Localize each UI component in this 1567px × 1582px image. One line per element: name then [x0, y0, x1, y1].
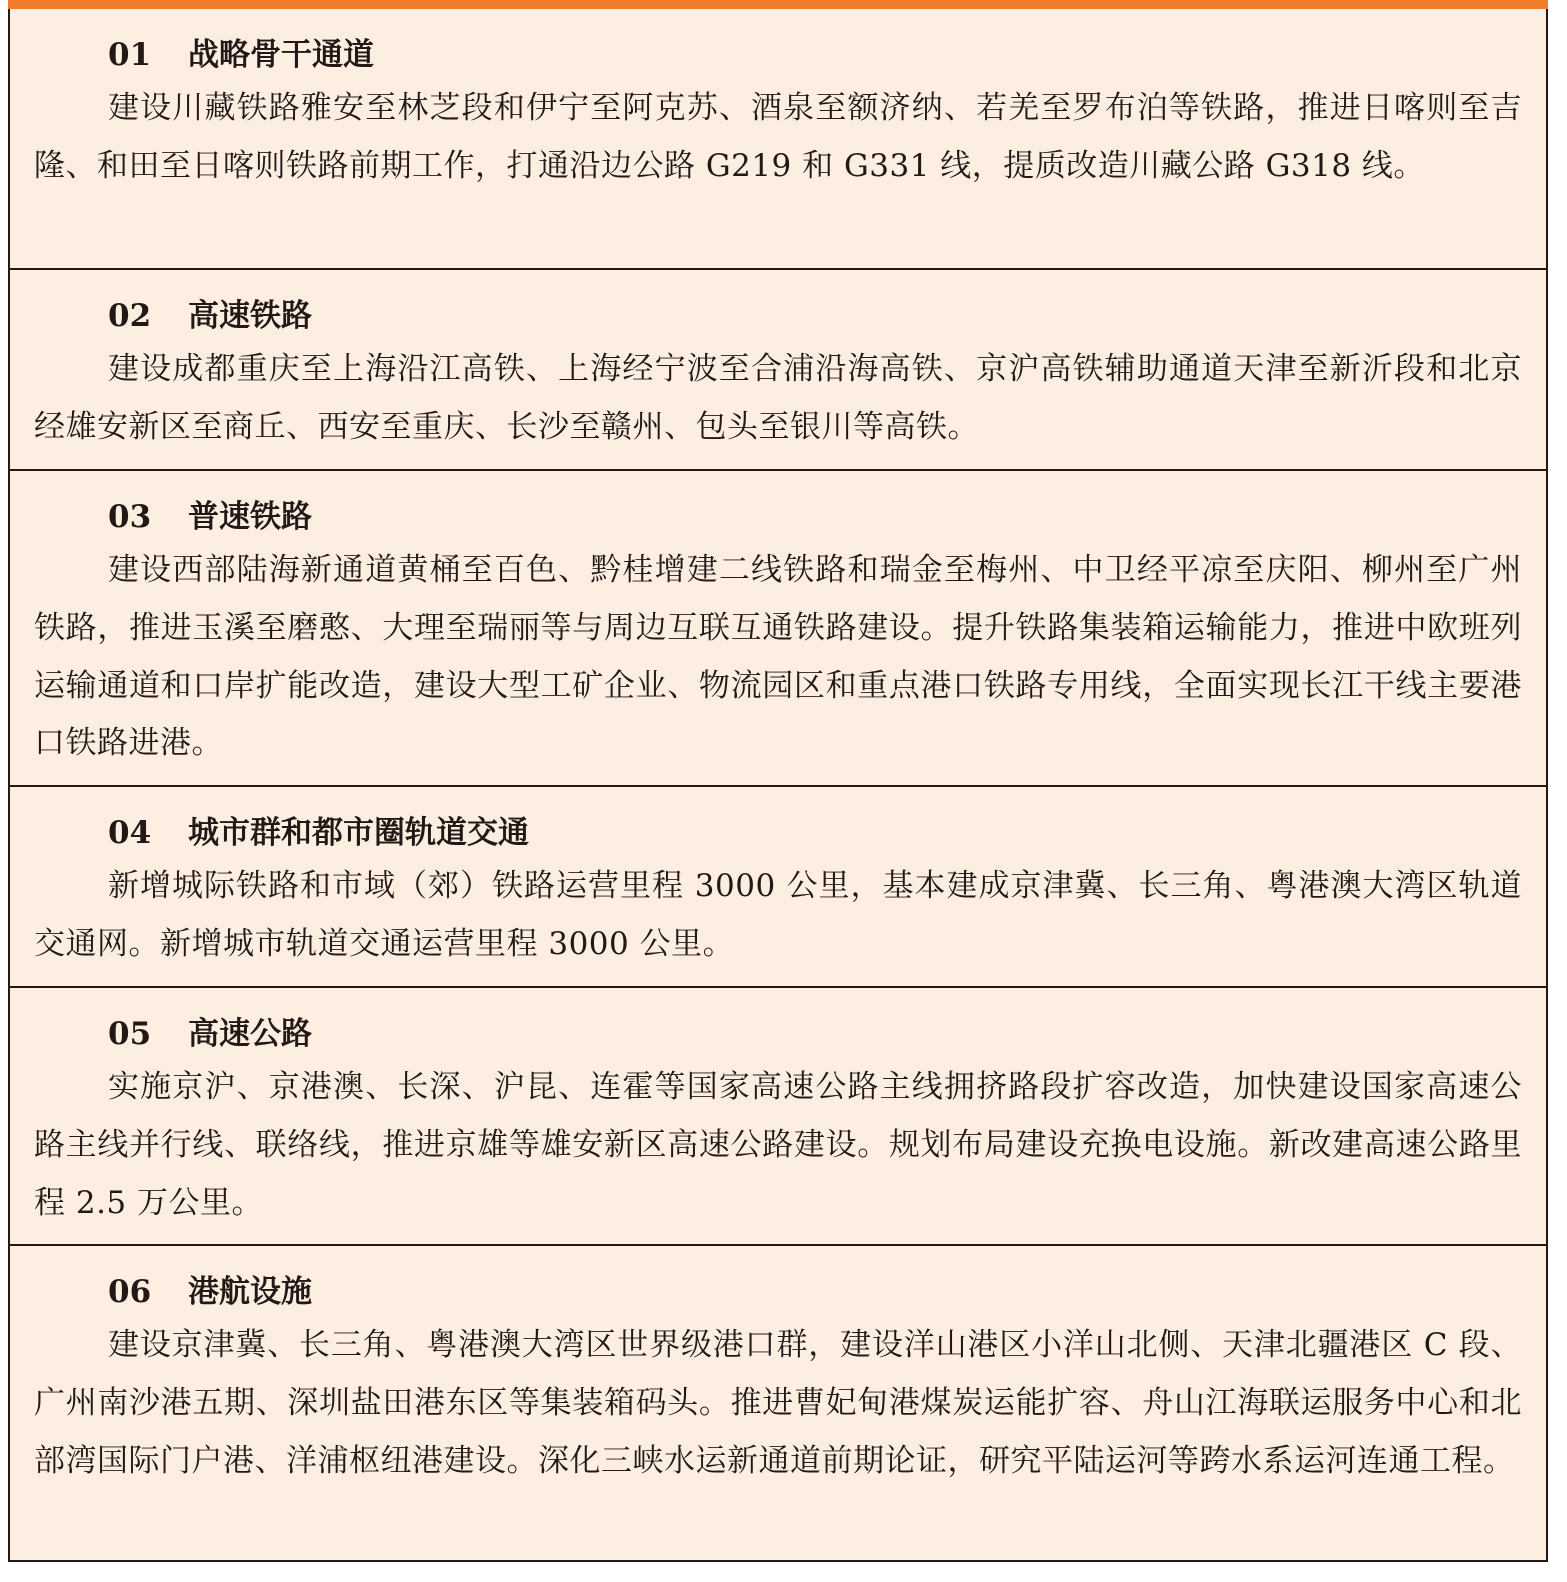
section-heading [34, 30, 1522, 80]
section-number: 05 [108, 1016, 152, 1052]
section-number: 06 [108, 1274, 152, 1310]
section-heading [34, 492, 1522, 542]
section-strategic-corridors [10, 9, 1546, 268]
section-heading [34, 808, 1522, 858]
section-body: 新增城际铁路和市域（郊）铁路运营里程 3000 公里，基本建成京津冀、长三角、粤港澳大湾区轨道交通网。新增城市轨道交通运营里程 3000 公里。 [34, 868, 1522, 962]
section-conventional-rail [10, 469, 1546, 785]
section-heading [34, 1267, 1522, 1317]
section-heading [34, 291, 1522, 341]
section-number: 03 [108, 499, 152, 535]
section-body: 实施京沪、京港澳、长深、沪昆、连霍等国家高速公路主线拥挤路段扩容改造，加快建设国家高速公路主线并行线、联络线，推进京雄等雄安新区高速公路建设。规划布局建设充换电设施。新改建高速公路里程 2.5 万公里。 [34, 1069, 1522, 1221]
section-body: 建设京津冀、长三角、粤港澳大湾区世界级港口群，建设洋山港区小洋山北侧、天津北疆港区 C 段、广州南沙港五期、深圳盐田港东区等集装箱码头。推进曹妃甸港煤炭运能扩容、舟山江海联运服务中心和北部湾国际门户港、洋浦枢纽港建设。深化三峡水运新通道前期论证，研究平陆运河等跨水系运河连通工程。 [34, 1327, 1522, 1479]
section-title: 高速铁路 [188, 298, 312, 334]
section-high-speed-rail [10, 268, 1546, 469]
section-title: 高速公路 [188, 1016, 312, 1052]
section-urban-rail-transit [10, 785, 1546, 986]
section-title: 战略骨干通道 [188, 37, 374, 73]
infrastructure-table [8, 9, 1548, 1562]
section-body: 建设成都重庆至上海沿江高铁、上海经宁波至合浦沿海高铁、京沪高铁辅助通道天津至新沂段和北京经雄安新区至商丘、西安至重庆、长沙至赣州、包头至银川等高铁。 [34, 351, 1522, 445]
top-accent-bar [8, 0, 1548, 9]
section-number: 01 [108, 37, 152, 73]
section-port-facilities [10, 1244, 1546, 1558]
section-number: 02 [108, 298, 152, 334]
section-expressways [10, 986, 1546, 1244]
section-heading [34, 1009, 1522, 1059]
section-title: 普速铁路 [188, 499, 312, 535]
section-title: 港航设施 [188, 1274, 312, 1310]
section-body: 建设川藏铁路雅安至林芝段和伊宁至阿克苏、酒泉至额济纳、若羌至罗布泊等铁路，推进日喀则至吉隆、和田至日喀则铁路前期工作，打通沿边公路 G219 和 G331 线，提质改造川藏公路 G318 线。 [34, 90, 1522, 184]
section-number: 04 [108, 815, 152, 851]
section-title: 城市群和都市圈轨道交通 [188, 815, 529, 851]
section-body: 建设西部陆海新通道黄桶至百色、黔桂增建二线铁路和瑞金至梅州、中卫经平凉至庆阳、柳州至广州铁路，推进玉溪至磨憨、大理至瑞丽等与周边互联互通铁路建设。提升铁路集装箱运输能力，推进中欧班列运输通道和口岸扩能改造，建设大型工矿企业、物流园区和重点港口铁路专用线，全面实现长江干线主要港口铁路进港。 [34, 552, 1522, 762]
